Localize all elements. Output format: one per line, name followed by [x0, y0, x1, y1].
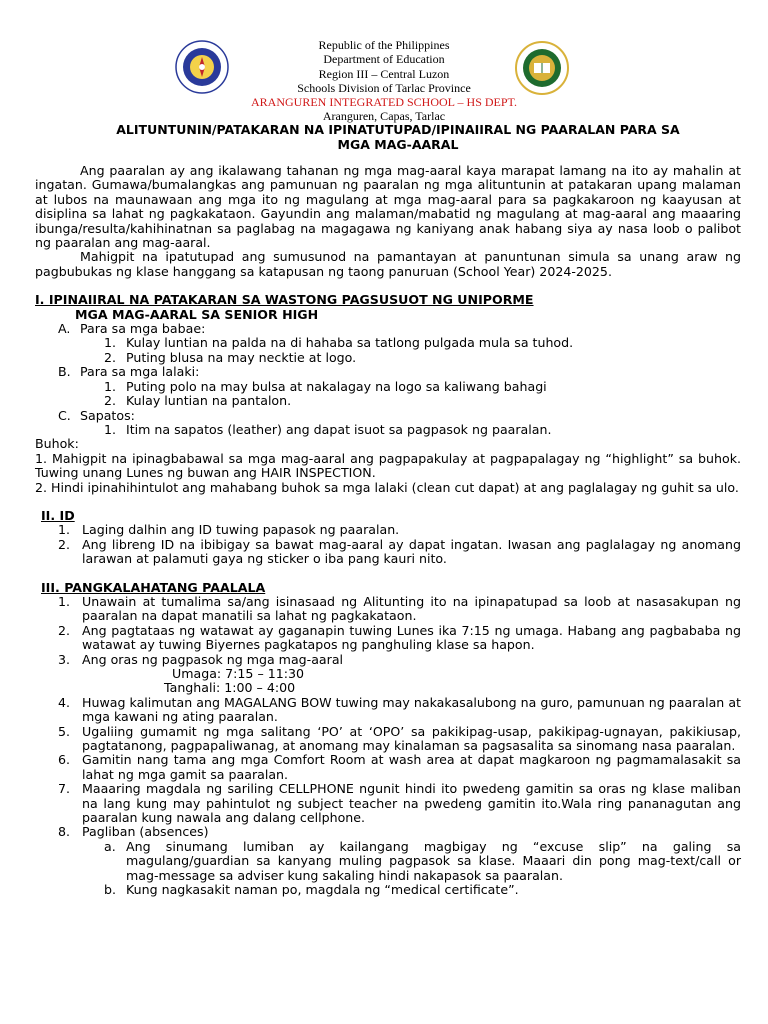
header-line: Schools Division of Tarlac Province: [297, 80, 471, 95]
list-text: Puting polo na may bulsa at nakalagay na logo sa kaliwang bahagi: [126, 378, 547, 394]
section-subheading: MGA MAG-AARAL SA SENIOR HIGH: [75, 306, 319, 322]
list-label: 4.: [58, 694, 71, 710]
list-item: [58, 595, 741, 624]
list-label: 3.: [58, 651, 71, 667]
school-address: Aranguren, Capas, Tarlac: [322, 109, 446, 124]
list-item: [58, 653, 741, 667]
list-text: Unawain at tumalima sa/ang isinasaad ng Alitunting ito na ipinapatupad sa loob at nasasakupan ng paaralan na dapat manatili sa lahat ng pagkakataon.: [82, 593, 741, 624]
list-label: C.: [58, 407, 71, 423]
list-label: 1.: [104, 378, 117, 394]
list-text: Pagliban (absences): [82, 824, 209, 840]
list-text: Ang sinumang lumiban ay kailangang magbigay ng “excuse slip” na galing sa magulang/guardian sa kanyang muling pagpasok sa klase. Maaari din pong mag-text/call or mag-message sa adviser kung sakaling hindi nakapasok sa paaralan.: [126, 838, 741, 883]
list-text: Itim na sapatos (leather) ang dapat isuot sa pagpasok ng paaralan.: [126, 421, 552, 437]
list-item: [58, 322, 741, 336]
title-line: MGA MAG-AARAL: [337, 137, 459, 152]
list-item: [58, 624, 741, 653]
letterhead: [0, 38, 768, 124]
list-item: [58, 538, 741, 567]
list-text: Kulay luntian na palda na di hahaba sa tatlong pulgada mula sa tuhod.: [126, 335, 574, 351]
header-line: Region III – Central Luzon: [318, 66, 450, 81]
list-item: [58, 409, 741, 423]
list-label: 2.: [104, 349, 117, 365]
list-label: 2.: [104, 393, 117, 409]
list-label: 1.: [58, 522, 71, 538]
list-label: A.: [58, 321, 71, 337]
document-body: [35, 164, 741, 898]
list-text: Huwag kalimutan ang MAGALANG BOW tuwing may nakakasalubong na guro, pamunuan ng paaralan at mga kawani ng ating paaralan.: [82, 694, 741, 725]
list-label: 1.: [58, 593, 71, 609]
list-text: Laging dalhin ang ID tuwing papasok ng paaralan.: [82, 522, 400, 538]
list-item: [58, 753, 741, 782]
list-text: Ang pagtataas ng watawat ay gaganapin tuwing Lunes ika 7:15 ng umaga. Habang ang pagbababa ng watawat ay tuwing Biyernes pagkatapos ng panghuling klase sa hapon.: [82, 622, 741, 653]
list-item: [58, 825, 741, 839]
list-text: Ang oras ng pagpasok ng mga mag-aaral: [82, 651, 344, 667]
list-text: Ang libreng ID na ibibigay sa bawat mag-aaral ay dapat ingatan. Iwasan ang paglalagay ng anomang larawan at palamuti gaya ng sticker o iba pang kauri nito.: [82, 536, 741, 567]
list-label: 7.: [58, 781, 71, 797]
section-heading: III. PANGKALAHATANG PAALALA: [41, 579, 266, 595]
list-item: [58, 523, 741, 537]
list-item: [58, 725, 741, 754]
hair-rule: 1. Mahigpit na ipinagbabawal sa mga mag-aaral ang pagpapakulay at pagpapalagay ng “highlight” sa buhok. Tuwing unang Lunes ng buwan ang HAIR INSPECTION.: [35, 450, 741, 481]
list-label: B.: [58, 364, 71, 380]
list-label: 6.: [58, 752, 71, 768]
list-label: 2.: [58, 622, 71, 638]
list-text: Para sa mga lalaki:: [80, 364, 200, 380]
list-text: Para sa mga babae:: [80, 321, 206, 337]
list-item: [58, 696, 741, 725]
intro-paragraph: Mahigpit na ipatutupad ang sumusunod na pamantayan at panuntunan simula sa unang araw ng pagbubukas ng klase hanggang sa katapusan ng taong panuruan (School Year) 2024-2025.: [35, 249, 741, 279]
intro-paragraph: Ang paaralan ay ang ikalawang tahanan ng mga mag-aaral kaya marapat lamang na ito ay mahalin at ingatan. Gumawa/bumalangkas ang pamunuan ng paaralan ng mga alituntunin at patakaran upang malaman at lubos na maunawaan ang mga ito ng magulang at mga mag-aaral para sa pagkakaroon ng kaayusan at disiplina sa lahat ng pagkakataon. Gayundin ang malaman/mabatid ng magulang at mag-aaral ang maaaring ibunga/resulta/kahihinatnan sa paglabag na magagawa ng kaniyang anak habang siya ay nasa loob o palibot ng paaralan ang mag-aaral.: [35, 163, 741, 251]
list-label: 8.: [58, 824, 71, 840]
list-label: 1.: [104, 335, 117, 351]
title-line: ALITUNTUNIN/PATAKARAN NA IPINATUTUPAD/IPINAIIRAL NG PAARALAN PARA SA: [116, 122, 680, 137]
list-item: [104, 394, 741, 408]
list-item: [104, 883, 741, 897]
list-text: Puting blusa na may necktie at logo.: [126, 349, 357, 365]
section-heading: II. ID: [41, 507, 75, 523]
list-text: Sapatos:: [80, 407, 135, 423]
list-item: [104, 840, 741, 883]
schedule-line: Umaga: 7:15 – 11:30: [172, 666, 305, 681]
document-title: [52, 122, 744, 152]
list-text: Maaaring magdala ng sariling CELLPHONE ngunit hindi ito pwedeng gamitin sa oras ng klase maliban na lang kung may pahintulot ng subject teacher na pwedeng gamitin ito.Wala ring pananagutan ang paaralan kung nawala ang dalang cellphone.: [82, 781, 741, 826]
school-name: ARANGUREN INTEGRATED SCHOOL – HS DEPT.: [251, 95, 517, 110]
hair-rule: 2. Hindi ipinahihintulot ang mahabang buhok sa mga lalaki (clean cut dapat) at ang paglalagay ng guhit sa ulo.: [35, 479, 739, 495]
header-line: Department of Education: [323, 52, 445, 67]
list-label: a.: [104, 838, 116, 854]
list-item: [104, 423, 741, 437]
list-text: Ugaliing gumamit ng mga salitang ‘PO’ at ‘OPO’ sa pakikipag-usap, pakikipag-ugnayan, pakikiusap, pagtatanong, pagpapaliwanag, at anomang may kinalaman sa pagsasalita sa sinomang nasa paaralan.: [82, 723, 741, 754]
list-label: 5.: [58, 723, 71, 739]
list-label: 2.: [58, 536, 71, 552]
list-item: [58, 365, 741, 379]
list-text: Kung nagkasakit naman po, magdala ng “medical certificate”.: [126, 882, 519, 898]
section-heading: I. IPINAIIRAL NA PATAKARAN SA WASTONG PAGSUSUOT NG UNIPORME: [35, 292, 534, 308]
list-item: [104, 380, 741, 394]
list-item: [58, 782, 741, 825]
list-label: 1.: [104, 421, 117, 437]
header-line: Republic of the Philippines: [318, 38, 450, 52]
list-label: b.: [104, 882, 116, 898]
list-item: [104, 351, 741, 365]
schedule-line: Tanghali: 1:00 – 4:00: [164, 680, 296, 696]
hair-label: Buhok:: [35, 436, 79, 452]
list-text: Kulay luntian na pantalon.: [126, 393, 292, 409]
list-item: [104, 336, 741, 350]
list-text: Gamitin nang tama ang mga Comfort Room at wash area at dapat magkaroon ng pagmamalasakit sa lahat ng mga gamit sa paaralan.: [82, 752, 741, 782]
